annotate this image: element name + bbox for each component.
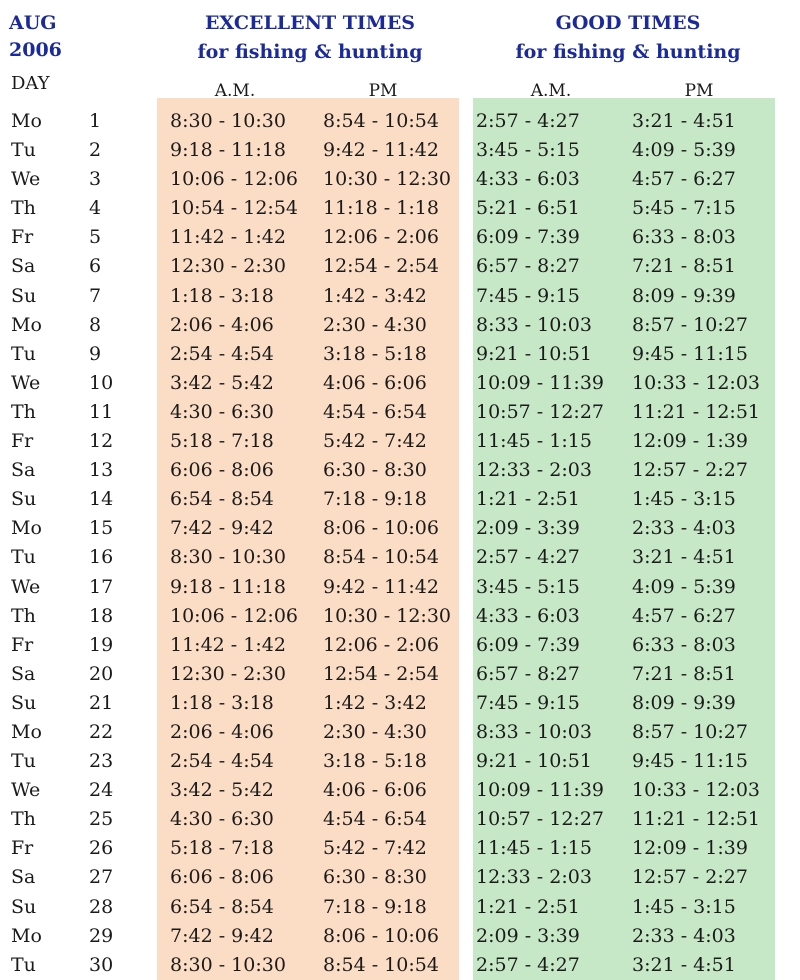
excellent-am-cell: 6:54 - 8:54 bbox=[170, 488, 274, 511]
table-row bbox=[0, 805, 800, 834]
month-label: AUG bbox=[9, 12, 57, 34]
good-pm-cell: 4:57 - 6:27 bbox=[632, 604, 736, 627]
good-pm-cell: 8:09 - 9:39 bbox=[632, 284, 736, 307]
day-number-cell: 25 bbox=[89, 808, 114, 831]
excellent-am-cell: 3:42 - 5:42 bbox=[170, 371, 274, 394]
excellent-pm-cell: 12:06 - 2:06 bbox=[323, 226, 439, 249]
table-row bbox=[0, 136, 800, 165]
day-name-cell: Mo bbox=[11, 924, 42, 947]
excellent-pm-cell: 2:30 - 4:30 bbox=[323, 313, 427, 336]
excellent-pm-cell: 4:54 - 6:54 bbox=[323, 808, 427, 831]
good-am-cell: 1:21 - 2:51 bbox=[476, 895, 580, 918]
day-number-cell: 30 bbox=[89, 953, 114, 976]
day-number-cell: 4 bbox=[89, 197, 102, 220]
table-row bbox=[0, 427, 800, 456]
good-am-cell: 11:45 - 1:15 bbox=[476, 430, 592, 453]
table-row bbox=[0, 223, 800, 252]
day-number-cell: 11 bbox=[89, 400, 114, 423]
day-name-cell: Tu bbox=[11, 546, 36, 569]
excellent-times-subtitle: for fishing & hunting bbox=[197, 41, 423, 63]
good-am-cell: 9:21 - 10:51 bbox=[476, 750, 592, 773]
good-pm-cell: 7:21 - 8:51 bbox=[632, 255, 736, 278]
excellent-am-cell: 2:54 - 4:54 bbox=[170, 750, 274, 773]
table-row bbox=[0, 893, 800, 922]
good-am-cell: 2:57 - 4:27 bbox=[476, 110, 580, 132]
good-pm-cell: 5:45 - 7:15 bbox=[632, 197, 736, 220]
good-am-cell: 10:09 - 11:39 bbox=[476, 779, 605, 802]
good-pm-cell: 3:21 - 4:51 bbox=[632, 110, 736, 132]
table-row bbox=[0, 718, 800, 747]
day-name-cell: Sa bbox=[11, 255, 36, 278]
table-row bbox=[0, 398, 800, 427]
table-row bbox=[0, 543, 800, 572]
excellent-am-cell: 11:42 - 1:42 bbox=[170, 633, 286, 656]
excellent-am-cell: 5:18 - 7:18 bbox=[170, 837, 274, 860]
day-name-cell: Th bbox=[11, 197, 36, 220]
excellent-am-cell: 2:54 - 4:54 bbox=[170, 342, 274, 365]
day-name-cell: Mo bbox=[11, 110, 42, 132]
good-am-cell: 4:33 - 6:03 bbox=[476, 604, 580, 627]
excellent-pm-cell: 7:18 - 9:18 bbox=[323, 895, 427, 918]
good-am-cell: 7:45 - 9:15 bbox=[476, 284, 580, 307]
excellent-am-cell: 9:18 - 11:18 bbox=[170, 139, 286, 162]
good-pm-cell: 6:33 - 8:03 bbox=[632, 633, 736, 656]
excellent-pm-cell: 3:18 - 5:18 bbox=[323, 750, 427, 773]
excellent-pm-cell: 2:30 - 4:30 bbox=[323, 720, 427, 743]
excellent-am-cell: 6:06 - 8:06 bbox=[170, 459, 274, 482]
excellent-pm-cell: 8:06 - 10:06 bbox=[323, 517, 439, 540]
day-name-cell: We bbox=[11, 575, 41, 598]
excellent-am-cell: 1:18 - 3:18 bbox=[170, 691, 274, 714]
excellent-pm-cell: 8:06 - 10:06 bbox=[323, 924, 439, 947]
table-row bbox=[0, 252, 800, 281]
table-row bbox=[0, 311, 800, 340]
good-pm-cell: 2:33 - 4:03 bbox=[632, 517, 736, 540]
excellent-am-cell: 3:42 - 5:42 bbox=[170, 779, 274, 802]
day-number-cell: 10 bbox=[89, 371, 114, 394]
table-row bbox=[0, 456, 800, 485]
day-number-cell: 1 bbox=[89, 110, 102, 132]
day-number-cell: 22 bbox=[89, 720, 114, 743]
good-pm-cell: 8:09 - 9:39 bbox=[632, 691, 736, 714]
day-name-cell: Fr bbox=[11, 633, 34, 656]
day-number-cell: 27 bbox=[89, 866, 114, 889]
good-pm-cell: 10:33 - 12:03 bbox=[632, 371, 761, 394]
day-number-cell: 26 bbox=[89, 837, 114, 860]
excellent-am-cell: 2:06 - 4:06 bbox=[170, 313, 274, 336]
good-am-cell: 10:57 - 12:27 bbox=[476, 808, 605, 831]
excellent-pm-cell: 4:54 - 6:54 bbox=[323, 400, 427, 423]
table-row bbox=[0, 514, 800, 543]
good-am-cell: 3:45 - 5:15 bbox=[476, 575, 580, 598]
good-pm-header: PM bbox=[684, 81, 714, 101]
good-pm-cell: 3:21 - 4:51 bbox=[632, 546, 736, 569]
table-row bbox=[0, 602, 800, 631]
day-name-cell: Fr bbox=[11, 837, 34, 860]
excellent-am-cell: 4:30 - 6:30 bbox=[170, 400, 274, 423]
day-number-cell: 9 bbox=[89, 342, 102, 365]
good-am-cell: 8:33 - 10:03 bbox=[476, 720, 592, 743]
excellent-pm-cell: 7:18 - 9:18 bbox=[323, 488, 427, 511]
excellent-pm-cell: 10:30 - 12:30 bbox=[323, 604, 452, 627]
day-name-cell: Th bbox=[11, 604, 36, 627]
good-pm-cell: 9:45 - 11:15 bbox=[632, 750, 748, 773]
good-am-header: A.M. bbox=[530, 81, 572, 101]
day-name-cell: Su bbox=[11, 691, 37, 714]
day-number-cell: 21 bbox=[89, 691, 114, 714]
good-pm-cell: 12:57 - 2:27 bbox=[632, 866, 748, 889]
day-number-cell: 13 bbox=[89, 459, 114, 482]
excellent-am-cell: 11:42 - 1:42 bbox=[170, 226, 286, 249]
good-pm-cell: 1:45 - 3:15 bbox=[632, 488, 736, 511]
excellent-am-header: A.M. bbox=[214, 81, 256, 101]
good-pm-cell: 9:45 - 11:15 bbox=[632, 342, 748, 365]
excellent-pm-cell: 1:42 - 3:42 bbox=[323, 284, 427, 307]
excellent-times-title: EXCELLENT TIMES bbox=[204, 12, 416, 34]
excellent-am-cell: 8:30 - 10:30 bbox=[170, 110, 286, 132]
good-am-cell: 12:33 - 2:03 bbox=[476, 459, 592, 482]
good-am-cell: 4:33 - 6:03 bbox=[476, 168, 580, 191]
excellent-am-cell: 6:06 - 8:06 bbox=[170, 866, 274, 889]
good-times-subtitle: for fishing & hunting bbox=[515, 41, 741, 63]
good-am-cell: 10:57 - 12:27 bbox=[476, 400, 605, 423]
day-number-cell: 24 bbox=[89, 779, 114, 802]
day-name-cell: Tu bbox=[11, 750, 36, 773]
day-name-cell: Sa bbox=[11, 459, 36, 482]
good-am-cell: 2:57 - 4:27 bbox=[476, 546, 580, 569]
day-name-cell: Fr bbox=[11, 226, 34, 249]
good-am-cell: 7:45 - 9:15 bbox=[476, 691, 580, 714]
day-name-cell: Mo bbox=[11, 517, 42, 540]
table-row bbox=[0, 922, 800, 951]
good-am-cell: 6:09 - 7:39 bbox=[476, 226, 580, 249]
good-pm-cell: 3:21 - 4:51 bbox=[632, 953, 736, 976]
good-pm-cell: 12:09 - 1:39 bbox=[632, 837, 748, 860]
times-table bbox=[0, 107, 800, 980]
day-number-cell: 2 bbox=[89, 139, 102, 162]
good-am-cell: 2:57 - 4:27 bbox=[476, 953, 580, 976]
excellent-am-cell: 12:30 - 2:30 bbox=[170, 255, 286, 278]
table-row bbox=[0, 194, 800, 223]
good-am-cell: 1:21 - 2:51 bbox=[476, 488, 580, 511]
excellent-pm-cell: 8:54 - 10:54 bbox=[323, 953, 439, 976]
day-name-cell: Tu bbox=[11, 139, 36, 162]
excellent-pm-cell: 9:42 - 11:42 bbox=[323, 575, 439, 598]
good-pm-cell: 11:21 - 12:51 bbox=[632, 808, 761, 831]
good-pm-cell: 8:57 - 10:27 bbox=[632, 313, 748, 336]
excellent-am-cell: 6:54 - 8:54 bbox=[170, 895, 274, 918]
day-number-cell: 18 bbox=[89, 604, 114, 627]
day-number-cell: 19 bbox=[89, 633, 114, 656]
day-number-cell: 5 bbox=[89, 226, 102, 249]
day-number-cell: 29 bbox=[89, 924, 114, 947]
table-row bbox=[0, 747, 800, 776]
excellent-am-cell: 8:30 - 10:30 bbox=[170, 953, 286, 976]
day-name-cell: Th bbox=[11, 808, 36, 831]
excellent-pm-cell: 3:18 - 5:18 bbox=[323, 342, 427, 365]
good-pm-cell: 7:21 - 8:51 bbox=[632, 662, 736, 685]
good-pm-cell: 8:57 - 10:27 bbox=[632, 720, 748, 743]
excellent-pm-cell: 5:42 - 7:42 bbox=[323, 430, 427, 453]
good-am-cell: 5:21 - 6:51 bbox=[476, 197, 580, 220]
day-number-cell: 17 bbox=[89, 575, 114, 598]
table-row bbox=[0, 951, 800, 980]
good-am-cell: 11:45 - 1:15 bbox=[476, 837, 592, 860]
excellent-pm-cell: 4:06 - 6:06 bbox=[323, 371, 427, 394]
excellent-am-cell: 8:30 - 10:30 bbox=[170, 546, 286, 569]
excellent-pm-cell: 8:54 - 10:54 bbox=[323, 546, 439, 569]
excellent-pm-cell: 8:54 - 10:54 bbox=[323, 110, 439, 132]
day-number-cell: 14 bbox=[89, 488, 114, 511]
day-number-cell: 3 bbox=[89, 168, 102, 191]
good-am-cell: 9:21 - 10:51 bbox=[476, 342, 592, 365]
good-pm-cell: 12:09 - 1:39 bbox=[632, 430, 748, 453]
day-number-cell: 15 bbox=[89, 517, 114, 540]
day-name-cell: We bbox=[11, 779, 41, 802]
good-am-cell: 6:09 - 7:39 bbox=[476, 633, 580, 656]
day-name-cell: Sa bbox=[11, 662, 36, 685]
good-pm-cell: 4:09 - 5:39 bbox=[632, 575, 736, 598]
day-name-cell: Sa bbox=[11, 866, 36, 889]
excellent-pm-cell: 1:42 - 3:42 bbox=[323, 691, 427, 714]
excellent-am-cell: 2:06 - 4:06 bbox=[170, 720, 274, 743]
table-row bbox=[0, 573, 800, 602]
table-row bbox=[0, 107, 800, 136]
good-pm-cell: 4:57 - 6:27 bbox=[632, 168, 736, 191]
table-row bbox=[0, 369, 800, 398]
table-row bbox=[0, 340, 800, 369]
table-row bbox=[0, 485, 800, 514]
good-pm-cell: 12:57 - 2:27 bbox=[632, 459, 748, 482]
day-name-cell: Su bbox=[11, 895, 37, 918]
day-name-cell: Mo bbox=[11, 313, 42, 336]
day-name-cell: We bbox=[11, 168, 41, 191]
day-number-cell: 6 bbox=[89, 255, 102, 278]
day-name-cell: We bbox=[11, 371, 41, 394]
day-name-cell: Tu bbox=[11, 953, 36, 976]
table-row bbox=[0, 165, 800, 194]
day-number-cell: 20 bbox=[89, 662, 114, 685]
day-number-cell: 28 bbox=[89, 895, 114, 918]
day-name-cell: Tu bbox=[11, 342, 36, 365]
good-pm-cell: 11:21 - 12:51 bbox=[632, 400, 761, 423]
good-pm-cell: 6:33 - 8:03 bbox=[632, 226, 736, 249]
excellent-am-cell: 5:18 - 7:18 bbox=[170, 430, 274, 453]
day-number-cell: 23 bbox=[89, 750, 114, 773]
day-number-cell: 7 bbox=[89, 284, 102, 307]
table-row bbox=[0, 776, 800, 805]
good-am-cell: 2:09 - 3:39 bbox=[476, 517, 580, 540]
table-row bbox=[0, 282, 800, 311]
excellent-pm-cell: 10:30 - 12:30 bbox=[323, 168, 452, 191]
excellent-pm-cell: 12:54 - 2:54 bbox=[323, 255, 439, 278]
good-pm-cell: 4:09 - 5:39 bbox=[632, 139, 736, 162]
excellent-pm-cell: 6:30 - 8:30 bbox=[323, 459, 427, 482]
excellent-am-cell: 10:06 - 12:06 bbox=[170, 168, 299, 191]
good-pm-cell: 2:33 - 4:03 bbox=[632, 924, 736, 947]
table-row bbox=[0, 834, 800, 863]
good-am-cell: 6:57 - 8:27 bbox=[476, 662, 580, 685]
good-am-cell: 10:09 - 11:39 bbox=[476, 371, 605, 394]
year-label: 2006 bbox=[9, 39, 62, 61]
table-row bbox=[0, 863, 800, 892]
table-row bbox=[0, 689, 800, 718]
day-name-cell: Th bbox=[11, 400, 36, 423]
day-name-cell: Mo bbox=[11, 720, 42, 743]
day-column-header: DAY bbox=[11, 73, 50, 94]
excellent-pm-cell: 5:42 - 7:42 bbox=[323, 837, 427, 860]
day-number-cell: 8 bbox=[89, 313, 102, 336]
good-am-cell: 12:33 - 2:03 bbox=[476, 866, 592, 889]
excellent-pm-cell: 12:06 - 2:06 bbox=[323, 633, 439, 656]
excellent-pm-cell: 9:42 - 11:42 bbox=[323, 139, 439, 162]
day-name-cell: Su bbox=[11, 488, 37, 511]
day-number-cell: 16 bbox=[89, 546, 114, 569]
excellent-pm-cell: 11:18 - 1:18 bbox=[323, 197, 439, 220]
excellent-pm-cell: 4:06 - 6:06 bbox=[323, 779, 427, 802]
good-pm-cell: 1:45 - 3:15 bbox=[632, 895, 736, 918]
excellent-pm-cell: 12:54 - 2:54 bbox=[323, 662, 439, 685]
day-number-cell: 12 bbox=[89, 430, 114, 453]
good-am-cell: 6:57 - 8:27 bbox=[476, 255, 580, 278]
excellent-am-cell: 7:42 - 9:42 bbox=[170, 924, 274, 947]
good-am-cell: 2:09 - 3:39 bbox=[476, 924, 580, 947]
table-row bbox=[0, 660, 800, 689]
excellent-am-cell: 7:42 - 9:42 bbox=[170, 517, 274, 540]
good-times-title: GOOD TIMES bbox=[555, 12, 701, 34]
table-row bbox=[0, 631, 800, 660]
excellent-am-cell: 1:18 - 3:18 bbox=[170, 284, 274, 307]
excellent-am-cell: 10:54 - 12:54 bbox=[170, 197, 299, 220]
excellent-pm-cell: 6:30 - 8:30 bbox=[323, 866, 427, 889]
excellent-am-cell: 10:06 - 12:06 bbox=[170, 604, 299, 627]
good-am-cell: 8:33 - 10:03 bbox=[476, 313, 592, 336]
excellent-am-cell: 12:30 - 2:30 bbox=[170, 662, 286, 685]
day-name-cell: Fr bbox=[11, 430, 34, 453]
excellent-am-cell: 9:18 - 11:18 bbox=[170, 575, 286, 598]
day-name-cell: Su bbox=[11, 284, 37, 307]
excellent-pm-header: PM bbox=[368, 81, 398, 101]
good-pm-cell: 10:33 - 12:03 bbox=[632, 779, 761, 802]
good-am-cell: 3:45 - 5:15 bbox=[476, 139, 580, 162]
excellent-am-cell: 4:30 - 6:30 bbox=[170, 808, 274, 831]
